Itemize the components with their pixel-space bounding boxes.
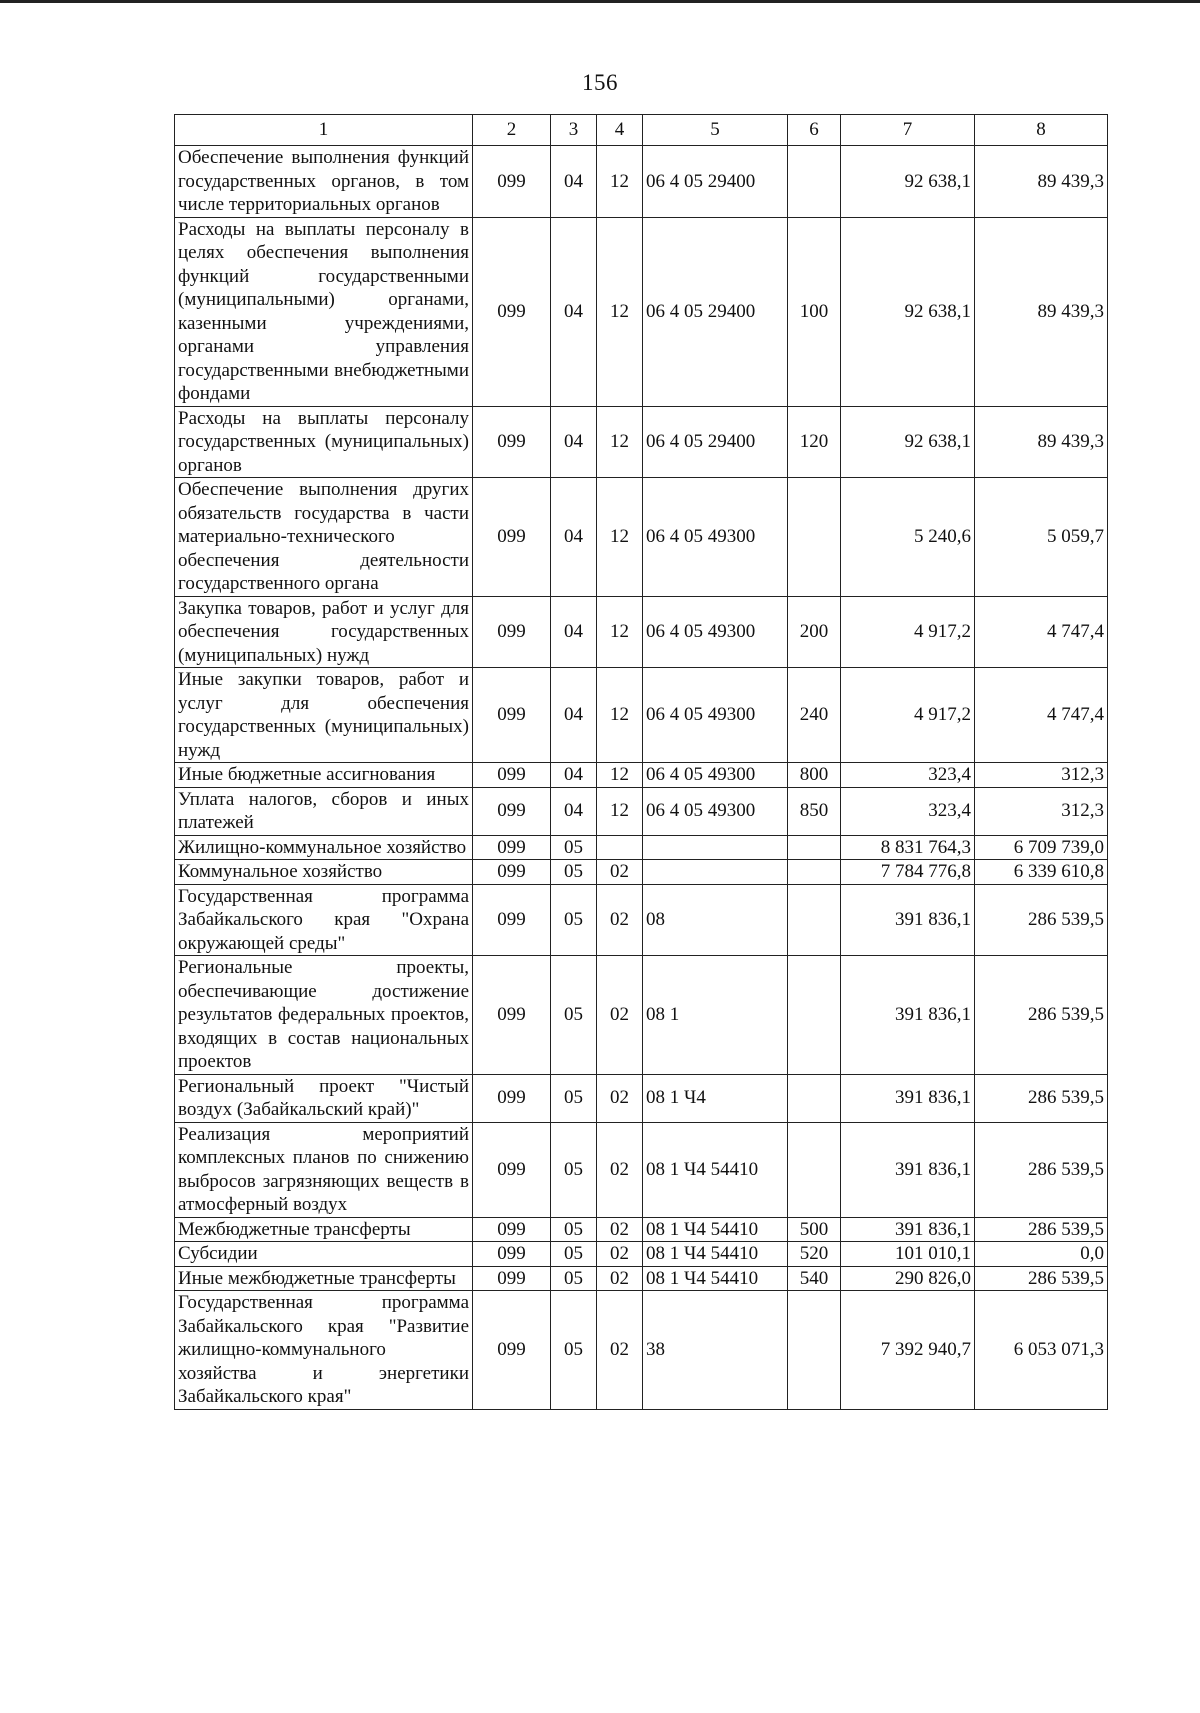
cell-sum2: 286 539,5 — [975, 1074, 1108, 1122]
table-row — [175, 146, 1108, 218]
table-row — [175, 668, 1108, 763]
cell-sum1: 92 638,1 — [841, 406, 975, 478]
cell-csr: 08 — [643, 884, 788, 956]
cell-pr: 02 — [597, 1291, 643, 1410]
cell-pr: 02 — [597, 1074, 643, 1122]
cell-sum2: 312,3 — [975, 763, 1108, 788]
cell-sum1: 391 836,1 — [841, 1074, 975, 1122]
cell-rz: 04 — [551, 596, 597, 668]
table-row — [175, 884, 1108, 956]
table-row — [175, 217, 1108, 406]
cell-vr: 200 — [788, 596, 841, 668]
cell-rz: 05 — [551, 860, 597, 885]
table-row — [175, 787, 1108, 835]
cell-name: Обеспечение выполнения других обязательств государства в части материально-технического обеспечения деятельности государственного органа — [175, 478, 473, 597]
cell-pr: 12 — [597, 596, 643, 668]
cell-vr: 240 — [788, 668, 841, 763]
cell-vr: 100 — [788, 217, 841, 406]
cell-vr — [788, 146, 841, 218]
cell-sum2: 286 539,5 — [975, 1122, 1108, 1217]
cell-rz: 05 — [551, 1074, 597, 1122]
header-cell-sum2: 8 — [975, 115, 1108, 146]
cell-vr — [788, 1291, 841, 1410]
cell-gr: 099 — [473, 1266, 551, 1291]
cell-csr: 06 4 05 49300 — [643, 668, 788, 763]
cell-rz: 05 — [551, 1122, 597, 1217]
cell-sum2: 0,0 — [975, 1242, 1108, 1267]
cell-csr: 06 4 05 49300 — [643, 478, 788, 597]
cell-name: Иные закупки товаров, работ и услуг для обеспечения государственных (муниципальных) нужд — [175, 668, 473, 763]
cell-gr: 099 — [473, 787, 551, 835]
cell-name: Иные межбюджетные трансферты — [175, 1266, 473, 1291]
cell-pr: 02 — [597, 1266, 643, 1291]
table-row — [175, 406, 1108, 478]
cell-name: Жилищно-коммунальное хозяйство — [175, 835, 473, 860]
cell-gr: 099 — [473, 596, 551, 668]
cell-csr: 38 — [643, 1291, 788, 1410]
header-cell-vr: 6 — [788, 115, 841, 146]
header-cell-name: 1 — [175, 115, 473, 146]
table-row — [175, 478, 1108, 597]
cell-csr — [643, 835, 788, 860]
cell-sum1: 7 392 940,7 — [841, 1291, 975, 1410]
cell-name: Региональный проект "Чистый воздух (Забайкальский край)" — [175, 1074, 473, 1122]
cell-gr: 099 — [473, 478, 551, 597]
header-cell-csr: 5 — [643, 115, 788, 146]
cell-pr: 12 — [597, 217, 643, 406]
cell-name: Государственная программа Забайкальского края "Развитие жилищно-коммунального хозяйства и энергетики Забайкальского края" — [175, 1291, 473, 1410]
cell-csr: 08 1 Ч4 54410 — [643, 1242, 788, 1267]
cell-pr: 12 — [597, 668, 643, 763]
cell-rz: 04 — [551, 763, 597, 788]
cell-name: Уплата налогов, сборов и иных платежей — [175, 787, 473, 835]
cell-rz: 05 — [551, 835, 597, 860]
cell-name: Обеспечение выполнения функций государственных органов, в том числе территориальных органов — [175, 146, 473, 218]
cell-sum2: 6 709 739,0 — [975, 835, 1108, 860]
table-row — [175, 1242, 1108, 1267]
cell-rz: 04 — [551, 146, 597, 218]
cell-csr: 08 1 Ч4 54410 — [643, 1122, 788, 1217]
cell-gr: 099 — [473, 217, 551, 406]
cell-sum1: 323,4 — [841, 787, 975, 835]
table-row — [175, 956, 1108, 1075]
table-row — [175, 835, 1108, 860]
cell-sum1: 5 240,6 — [841, 478, 975, 597]
cell-gr: 099 — [473, 1291, 551, 1410]
table-row — [175, 1074, 1108, 1122]
cell-sum2: 286 539,5 — [975, 884, 1108, 956]
cell-sum2: 6 053 071,3 — [975, 1291, 1108, 1410]
cell-pr: 12 — [597, 478, 643, 597]
cell-pr: 02 — [597, 860, 643, 885]
cell-sum1: 290 826,0 — [841, 1266, 975, 1291]
cell-name: Межбюджетные трансферты — [175, 1217, 473, 1242]
cell-gr: 099 — [473, 1122, 551, 1217]
cell-gr: 099 — [473, 956, 551, 1075]
cell-sum2: 312,3 — [975, 787, 1108, 835]
cell-vr — [788, 478, 841, 597]
cell-pr: 02 — [597, 1217, 643, 1242]
cell-csr: 06 4 05 29400 — [643, 217, 788, 406]
cell-name: Расходы на выплаты персоналу государственных (муниципальных) органов — [175, 406, 473, 478]
cell-rz: 04 — [551, 217, 597, 406]
cell-rz: 05 — [551, 884, 597, 956]
cell-vr: 800 — [788, 763, 841, 788]
cell-rz: 04 — [551, 668, 597, 763]
table-row — [175, 1122, 1108, 1217]
header-cell-rz: 3 — [551, 115, 597, 146]
cell-vr — [788, 956, 841, 1075]
cell-pr — [597, 835, 643, 860]
cell-gr: 099 — [473, 146, 551, 218]
cell-vr — [788, 1122, 841, 1217]
cell-name: Реализация мероприятий комплексных планов по снижению выбросов загрязняющих веществ в атмосферный воздух — [175, 1122, 473, 1217]
cell-sum2: 4 747,4 — [975, 668, 1108, 763]
cell-csr — [643, 860, 788, 885]
cell-rz: 04 — [551, 787, 597, 835]
cell-csr: 08 1 — [643, 956, 788, 1075]
cell-sum1: 8 831 764,3 — [841, 835, 975, 860]
table-row — [175, 763, 1108, 788]
cell-gr: 099 — [473, 860, 551, 885]
cell-vr: 120 — [788, 406, 841, 478]
cell-csr: 08 1 Ч4 54410 — [643, 1266, 788, 1291]
table-row — [175, 1266, 1108, 1291]
cell-vr — [788, 835, 841, 860]
cell-name: Иные бюджетные ассигнования — [175, 763, 473, 788]
cell-name: Коммунальное хозяйство — [175, 860, 473, 885]
cell-name: Расходы на выплаты персоналу в целях обеспечения выполнения функций государственными (муниципальными) органами, казенными учреждениями, органами управления государственными внебюджетными фондами — [175, 217, 473, 406]
cell-pr: 02 — [597, 956, 643, 1075]
cell-sum2: 89 439,3 — [975, 406, 1108, 478]
cell-sum2: 286 539,5 — [975, 956, 1108, 1075]
cell-vr: 520 — [788, 1242, 841, 1267]
cell-sum2: 6 339 610,8 — [975, 860, 1108, 885]
cell-name: Закупка товаров, работ и услуг для обеспечения государственных (муниципальных) нужд — [175, 596, 473, 668]
cell-rz: 05 — [551, 1217, 597, 1242]
cell-sum1: 391 836,1 — [841, 956, 975, 1075]
budget-table — [174, 114, 1108, 1410]
cell-gr: 099 — [473, 1074, 551, 1122]
cell-sum2: 89 439,3 — [975, 146, 1108, 218]
cell-rz: 05 — [551, 956, 597, 1075]
cell-sum1: 92 638,1 — [841, 146, 975, 218]
cell-csr: 06 4 05 49300 — [643, 763, 788, 788]
cell-name: Региональные проекты, обеспечивающие достижение результатов федеральных проектов, входящих в состав национальных проектов — [175, 956, 473, 1075]
cell-sum2: 4 747,4 — [975, 596, 1108, 668]
cell-sum1: 4 917,2 — [841, 596, 975, 668]
cell-sum1: 391 836,1 — [841, 1122, 975, 1217]
cell-gr: 099 — [473, 406, 551, 478]
cell-sum1: 391 836,1 — [841, 884, 975, 956]
cell-pr: 12 — [597, 787, 643, 835]
cell-csr: 08 1 Ч4 54410 — [643, 1217, 788, 1242]
cell-pr: 02 — [597, 1122, 643, 1217]
cell-sum1: 101 010,1 — [841, 1242, 975, 1267]
table-row — [175, 596, 1108, 668]
cell-vr — [788, 1074, 841, 1122]
cell-rz: 05 — [551, 1266, 597, 1291]
cell-rz: 04 — [551, 406, 597, 478]
cell-csr: 06 4 05 29400 — [643, 146, 788, 218]
header-cell-gr: 2 — [473, 115, 551, 146]
cell-csr: 06 4 05 29400 — [643, 406, 788, 478]
cell-sum1: 7 784 776,8 — [841, 860, 975, 885]
cell-name: Субсидии — [175, 1242, 473, 1267]
cell-sum1: 391 836,1 — [841, 1217, 975, 1242]
table-row — [175, 1217, 1108, 1242]
page-number: 156 — [582, 70, 618, 95]
cell-pr: 12 — [597, 763, 643, 788]
cell-gr: 099 — [473, 835, 551, 860]
cell-sum1: 4 917,2 — [841, 668, 975, 763]
cell-gr: 099 — [473, 763, 551, 788]
cell-rz: 05 — [551, 1291, 597, 1410]
top-border-line — [0, 0, 1200, 3]
cell-gr: 099 — [473, 884, 551, 956]
cell-csr: 06 4 05 49300 — [643, 596, 788, 668]
cell-name: Государственная программа Забайкальского края "Охрана окружающей среды" — [175, 884, 473, 956]
cell-sum2: 5 059,7 — [975, 478, 1108, 597]
header-cell-pr: 4 — [597, 115, 643, 146]
cell-csr: 06 4 05 49300 — [643, 787, 788, 835]
cell-sum2: 89 439,3 — [975, 217, 1108, 406]
cell-csr: 08 1 Ч4 — [643, 1074, 788, 1122]
cell-sum1: 323,4 — [841, 763, 975, 788]
cell-sum2: 286 539,5 — [975, 1266, 1108, 1291]
cell-gr: 099 — [473, 1217, 551, 1242]
cell-pr: 12 — [597, 406, 643, 478]
cell-pr: 12 — [597, 146, 643, 218]
cell-gr: 099 — [473, 668, 551, 763]
table-row — [175, 860, 1108, 885]
cell-vr — [788, 884, 841, 956]
table-body — [175, 146, 1108, 1410]
cell-rz: 04 — [551, 478, 597, 597]
cell-vr: 850 — [788, 787, 841, 835]
cell-sum1: 92 638,1 — [841, 217, 975, 406]
cell-sum2: 286 539,5 — [975, 1217, 1108, 1242]
cell-vr: 500 — [788, 1217, 841, 1242]
header-row — [175, 115, 1108, 146]
table-row — [175, 1291, 1108, 1410]
cell-rz: 05 — [551, 1242, 597, 1267]
cell-vr: 540 — [788, 1266, 841, 1291]
header-cell-sum1: 7 — [841, 115, 975, 146]
cell-pr: 02 — [597, 1242, 643, 1267]
cell-vr — [788, 860, 841, 885]
cell-gr: 099 — [473, 1242, 551, 1267]
cell-pr: 02 — [597, 884, 643, 956]
